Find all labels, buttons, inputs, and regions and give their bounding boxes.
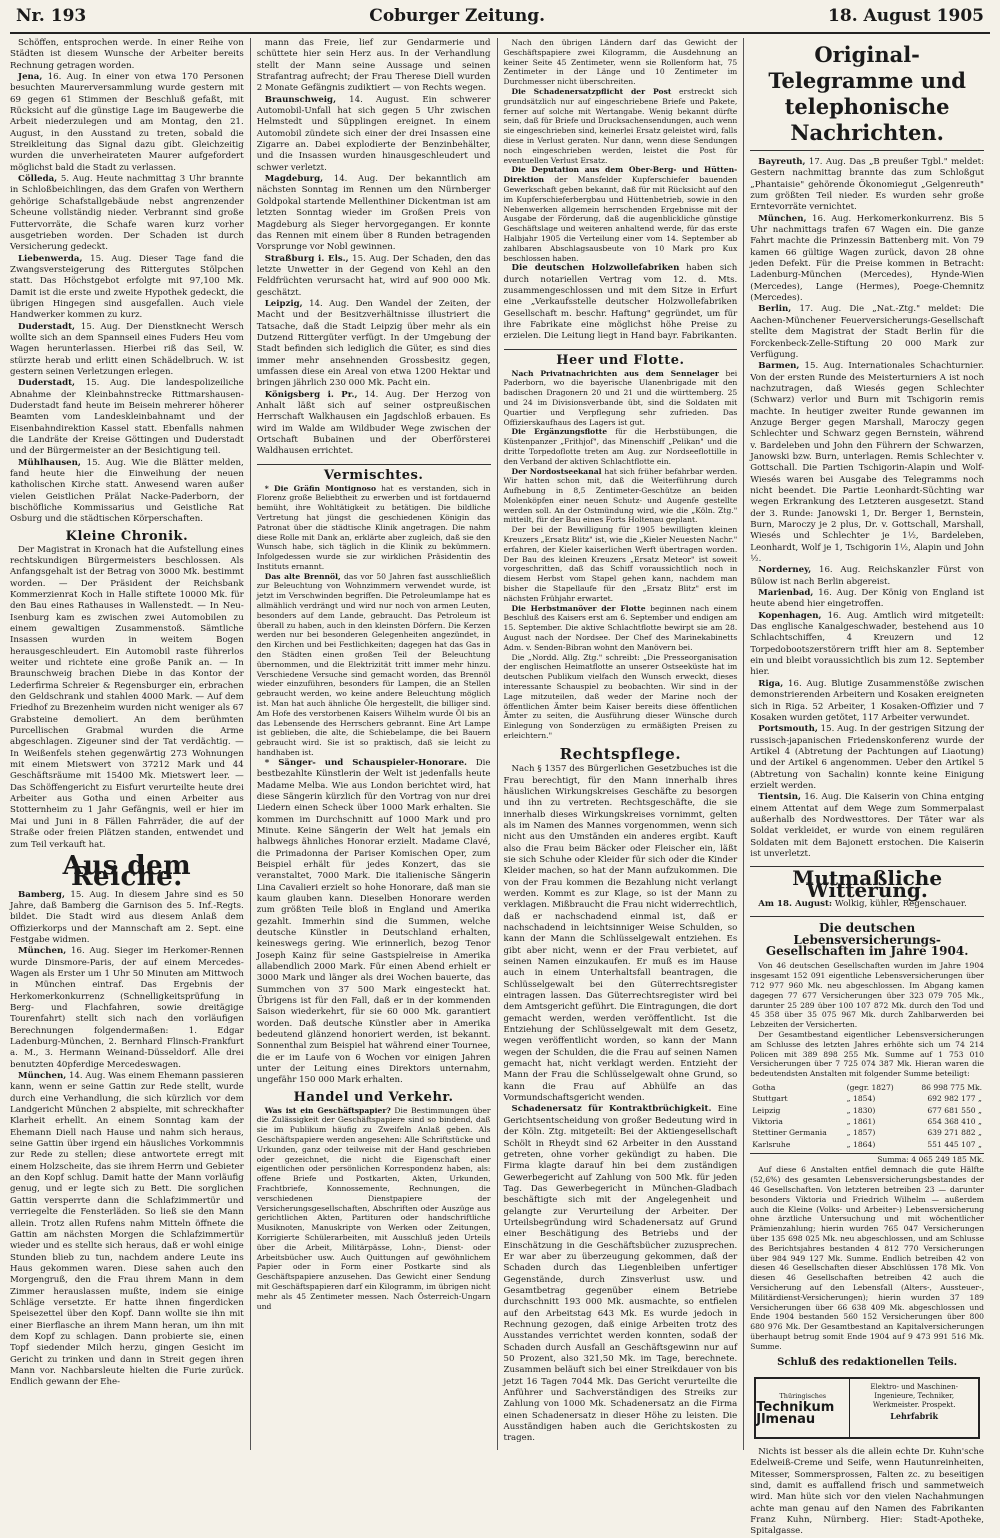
article-lead: * Sänger- und Schauspieler-Honorare.	[264, 757, 468, 768]
insured-amount: 677 681 550 „	[927, 1105, 982, 1115]
article-text: 15. Aug. Die landespolizeiliche Abnahme der Kleinbahnstrecke Rittmarshausen-Duderstadt fand heute im Beisein mehrerer höherer Beamten vom Landeskleinbahnamt und der Eisenbahndirektion Kassel statt. Ebenfalls nahmen die Landräte der Kreise Göttingen und Duderstadt und der Bürgermeister an der Besichtigung teil.	[10, 378, 244, 457]
insurance-table-row	[750, 1082, 984, 1093]
insurance-sum: Summa: 4 065 249 185 Mk.	[750, 1153, 984, 1165]
article-paragraph	[10, 458, 244, 526]
divider	[504, 349, 738, 350]
article-paragraph	[257, 299, 491, 390]
article-text: 16. Aug. Reichskanzler Fürst von Bülow ist nach Berlin abgereist.	[750, 565, 985, 587]
article-text: 15. Aug. In der gestrigen Sitzung der russisch-japanischen Friedenskonferenz wurde der Artikel 4 (Abtretung der Pachtungen auf Liaotung) und der Artikel 6 angenommen. Ueber den Artikel 5 (Abtretung von Sachalin) konnte keine Einigung erzielt werden.	[750, 724, 984, 791]
ad-lines: Elektro- und Maschinen-Ingenieure, Techniker, Werkmeister. Prospekt.	[870, 1382, 958, 1409]
dateline-place: Braunschweig,	[264, 94, 337, 105]
company-name: Gotha	[752, 1082, 776, 1092]
article-text: haben sich durch notariellen Vertrag vom 12. d. Mts. zusammengeschlossen und mit dem Sitze in Erfurt eine „Verkaufsstelle deutscher Holzwollefabriken Gesellschaft m. beschr. Haftung" gegründet, um für ihre Fabrikate eine möglichst höhe Preise zu erzielen. Die Leitung liegt in Hand bayr. Fabrikanten.	[503, 263, 738, 342]
article-text: 15. Aug. In diesem Jahre sind es 50 Jahre, daß Bamberg die Garnison des 5. Inf.-Regts. bildet. Die Stadt wird aus diesem Anlaß dem Offizierkorps und der Mannschaft am 2. Sept. eine Festgabe widmen.	[10, 889, 244, 945]
insured-amount: 551 445 107 „	[927, 1139, 982, 1149]
dateline-place: Berlin,	[758, 304, 792, 315]
issue-date: 18. August 1905	[828, 6, 984, 26]
article-paragraph	[504, 165, 738, 263]
article-text: 14. Aug. Den Wandel der Zeiten, der Macht und der Besitzverhältnisse illustriert die Tatsache, daß die Stadt Leipzig über mehr als ein Dutzend Rittergüter verfügt. In der Umgebung der Stadt befinden sich lediglich die Güter, es sind dies immer mehr ansehnenden Grossbesitz gegen, umfassen diese ein Areal von etwa 1200 Hektar und bringen jährlich 230 000 Mk. Pacht ein.	[256, 298, 491, 389]
insurance-table-row	[750, 1116, 984, 1127]
article-lead: Die Herbstmanöver der Flotte	[511, 603, 646, 613]
telegram-paragraph	[750, 565, 984, 588]
article-paragraph	[10, 322, 244, 379]
article-paragraph	[504, 369, 738, 428]
article-text: 16. Aug. Blutige Zusammenstöße zwischen demonstrierenden Arbeitern und Kosaken ereigneten sich in Riga. 52 Arbeiter, 1 Kosaken-Offizier und 7 Kosaken wurden getötet, 117 Arbeiter verwundet.	[750, 678, 984, 723]
dateline-place: Norderney,	[758, 565, 812, 576]
article-lead: Was ist ein Geschäftspapier?	[264, 1105, 391, 1115]
article-lead: * Die Gräfin Montignoso	[264, 483, 377, 493]
dateline-place: Riga,	[758, 678, 784, 689]
article-text: das vor 50 Jahren fast ausschließlich zur Beleuchtung von Wohnzimmern verwendet wurde, ist jetzt im Verschwinden begriffen. Die Petroleumlampe hat es allmählich verdrängt und wird nur noch von armen Leuten, besonders auf dem Lande, gebraucht. Das Petroleum ist überall zu haben, auch in den kleinsten Dörfern. Die Kerzen werden nur bei besonderen Gelegenheiten angezündet, in den Kirchen und bei Festlichkeiten; dagegen hat das Gas in den Städten einen großen Teil der Beleuchtung übernommen, und die Elektrizität tritt immer mehr hinzu. Verschiedene Versuche sind gemacht worden, das Brennöl wieder einzuführen, besonders für Lampen, die an Stellen gebraucht werden, wo keine andere Beleuchtung möglich ist. Man hat auch ähnliche Öle hergestellt, die billiger sind. Am Hofe des verstorbenen Kaisers Wilhelm wurde Öl bis an das Lebensende des Herrschers gebrannt. Eine Art Lampe ist geblieben, die alte, die Schiebelampe, die bei Bauern gebraucht wird. Sie ist so praktisch, daß sie leicht zu handhaben ist.	[256, 571, 491, 758]
company-name: Viktoria	[752, 1116, 783, 1126]
article-text: Die Bestimmungen über die Zulässigkeit der Geschäftspapiere sind so bindend, daß sie im Publikum häufig zu Zweifeln Anlaß geben. Als Geschäftspapiere werden angesehen: Alle Schriftstücke und Urkunden, ganz oder teilweise mit der Hand geschrieben oder gezeichnet, die nicht die Eigenschaft einer eigentlichen oder persönlichen Korrespondenz haben, als: offene Briefe und Postkarten, Akten, Urkunden, Frachtbriefe, Konnossemente, Rechnungen, die verschiedenen Dienstpapiere der Versicherungsgesellschaften, Abschriften oder Auszüge aus gerichtlichen Akten, Partituren oder handschriftliche Musiknoten, Manuskripte von Werken oder Zeitungen, Korrigierte Schülerarbeiten, mit Ausschluß jeden Urteils über die Arbeit, Militärpässe, Lohn-, Dienst- oder Arbeitsbücher usw. Auch Quittungen auf gewöhnlichem Papier oder in Form einer Postkarte sind als Geschäftspapiere anzusehen. Das Gewicht einer Sendung mit Geschäftspapieren darf ein Kilogramm, im übrigen nicht mehr als 45 Zentimeter messen. Nach Österreich-Ungarn und	[256, 1105, 491, 1311]
article-paragraph	[504, 263, 738, 342]
telegram-paragraph	[750, 679, 984, 724]
article-paragraph	[257, 174, 491, 253]
article-text: 16. Aug. In einer von etwa 170 Personen besuchten Maurerversammlung wurde gestern mit 69 gegen 61 Stimmen der Beschluß gefaßt, mit Rücksicht auf die günstige Lage im Baugewerbe die Arbeit niederzulegen und am Montag, den 21. August, in den Ausstand zu treten, sobald die Streikleitung das Signal dazu gibt. Gleichzeitig wurden die unverheirateten Maurer aufgefordert möglichst bald die Stadt zu verlassen.	[10, 72, 244, 173]
article-text: hat sich früher befahrbar werden. Wir hatten schon mit, daß die Weiterführung durch Aufhebung in 8,5 Zentimeter-Geschütze an beiden Molenköpfen einer neuen Schutz- und Augenfe gestellte werden soll. An der Ostmündung wird, wie die „Köln. Ztg." mitteilt, für der Bau eines Forts Holtenau geplant.	[503, 466, 738, 525]
dateline-place: Magdeburg,	[264, 174, 324, 185]
article-paragraph	[257, 572, 491, 758]
article-text: hat es verstanden, sich in Florenz große Beliebtheit zu erwerben und ist fortdauernd bemüht, ihre Wohltätigkeit zu betätigen. Die bildliche Vertretung hat jüngst die geschiedenen Königin das Patronat über die städtische Klinik angetragen. Die nahm diese Rolle mit Dank an, erklärte aber zugleich, daß sie den Wunsch habe, sich täglich in die Klinik zu bekümmern. Infolgedessen wurde sie zur wirklichen Präsidentin des Instituts ernannt.	[256, 483, 491, 571]
article-paragraph	[257, 390, 491, 458]
advertisement-text: Nichts ist besser als die allein echte Dr. Kuhn'sche Edelweiß-Creme und Seife, wenn Hautunreinheiten, Mitesser, Sommersprossen, Falten zc. zu beseitigen sind, damit es auffallend frisch und sammetweich wird. Man hüte sich vor den vielen Nachahmungen achte man genau auf den Namen des Fabrikanten Franz Kuhn, Nürnberg. Hier: Stadt-Apotheke, Spitalgasse.	[750, 1446, 984, 1537]
article-text: Die bestbezahlte Künstlerin der Welt ist jedenfalls heute Madame Melba. Wie aus London berichtet wird, hat diese Sängerin kürzlich für den Vortrag von nur drei Liedern einen Scheck über 1000 Mark erhalten. Sie kommen im Durchschnitt auf 1000 Mark und pro Minute. Keine Sängerin der Welt hat jemals ein halbwegs ähnliches Honorar erzielt. Madame Clavé, die Primadonna der Pariser Komischen Oper, zum Beispiel erhält für jedes Konzert, das sie veranstaltet, 7000 Mark. Die italienische Sängerin Lina Cavalieri erzielt so hohe Honorare, daß man sie kaum glauben kann. Dieselben Honorare werden zum größten Teile bloß in England und Amerika gezahlt. Immerhin sind die Summen, welche deutsche Künstler in Deutschland erhalten, keineswegs gering. Wie erinnerlich, bezog Tenor Joseph Kainz für seine Gastspielreise in Amerika allabendlich 2000 Mark. Für einen Abend erhielt er 3000 Mark und länger als drei Wochen bauerte, das Summchen von 37 500 Mark eingesteckt hat. Übrigens ist für den Fall, daß er in der kommenden Saison wiederkehrt, für sie 60 000 Mk. garantiert worden. Daß deutsche Künstler aber in Amerika bedeutend glänzend honoriert werden, ist bekannt. Sonnenthal zum Beispiel hat während einer Tournee, die er im Laufe von 6 Wochen vor einigen Jahren unter der Leitung eines Direktors unternahm, ungefähr 150 000 Mark erhalten.	[256, 757, 491, 1086]
article-paragraph	[504, 604, 738, 653]
article-text: 15. Aug. Der Schaden, den das letzte Unwetter in der Gegend von Kehl an den Feldfrüchten verursacht hat, wird auf 900 000 Mk. geschätzt.	[256, 253, 491, 298]
article-paragraph	[10, 174, 244, 253]
dateline-place: Duderstadt,	[18, 321, 76, 332]
section-heading-handel: Handel und Verkehr.	[293, 1089, 454, 1105]
dateline-place: Bayreuth,	[758, 157, 806, 167]
dateline-place: Straßburg i. Els.,	[264, 253, 349, 264]
divider	[750, 916, 984, 917]
article-text: Auf diese 6 Anstalten entfiel demnach die gute Hälfte (52,6%) des gesamten Lebensversicherungsbestandes der 46 Gesellschaften. Von letzteren betreiben 23 — darunter besonders Viktoria und Friedrich Wilhelm — außerdem auch die Kleine (Volks- und Arbeiter-) Lebensversicherung ohne ärztliche Untersuchung und mit wöchentlicher Prämienzahlung; hierin wurden 765 047 Versicherungen über 135 698 025 Mk. neu abgeschlossen, und am Schlusse des Berichtsjahres bestanden 4 812 770 Versicherungen über 984 949 127 Mk. Summe. Endlich betreiben 42 von diesen 46 Gesellschaften dieser Abschlüssen 178 Mk. Von diesen 46 Gesellschaften betreiben 42 auch die Versicherung auf den Lebensfall (Alters-, Aussteuer-, Militärdienst-Versicherungen); hierin wurden 37 189 Versicherungen über 66 638 409 Mk. abgeschlossen und Ende 1904 bestanden 560 152 Versicherungen über 800 680 976 Mk. Der Gesamtbestand an Kapitalversicherungen überhaupt betrug somit Ende 1904 auf 9 473 991 516 Mk. Summe.	[750, 1165, 984, 1351]
section-heading-kleine-chronik: Kleine Chronik.	[65, 528, 189, 544]
article-paragraph	[10, 254, 244, 322]
article-paragraph	[10, 946, 244, 1071]
section-heading-aus-dem-reiche: Aus dem Reiche.	[62, 850, 192, 893]
article-text: Schöffen, entsprochen werde. In einer Reihe von Städten ist diesem Wunsche der Arbeiter bereits Rechnung getragen worden.	[10, 38, 244, 71]
issue-number: Nr. 193	[16, 6, 87, 26]
dateline-place: Duderstadt,	[18, 378, 76, 389]
article-text: 14. Aug. Der Herzog von Anhalt läßt sich auf seiner ostpreußischen Herrschaft Walkhausen ein Jagdschloß erbauen. Es wird im Walde am Wildbuder Wege zwischen der Ortschaft Bubainen und der Oberförsterei Waldhausen errichtet.	[256, 389, 491, 457]
section-heading-heer-und-flotte: Heer und Flotte.	[556, 352, 685, 368]
telegram-paragraph	[750, 157, 984, 214]
technikum-advertisement	[754, 1377, 980, 1439]
article-text: Der Gesamtbestand eigentlicher Lebensversicherungen am Schlusse des letzten Jahres erhöhte sich um 74 214 Policen mit 389 898 255 Mk. Summe auf 1 753 010 Versicherungen über 7 725 074 387 Mk. Hieran waren die bedeutendsten Anstalten mit folgender Summe beteiligt:	[750, 1029, 984, 1079]
article-lead: Die Schadenersatzpflicht der Post	[511, 86, 672, 96]
article-lead: Schadenersatz für Kontraktbrüchigkeit.	[511, 1104, 712, 1115]
insurance-table-row	[750, 1139, 984, 1150]
insurance-table-row	[750, 1093, 984, 1104]
telegram-paragraph	[750, 611, 984, 679]
article-text: Der bei der Bewilligung für 1905 bewilligten kleinen Kreuzers „Ersatz Blitz" ist, wie die „Kieler Neuesten Nachr." erfahren, der Kieler kaiserlichen Werft übertragen worden. Der Bau des kleinen Kreuzers „Ersatz Meteor" ist soweit vorgeschritten, daß das Schiff voraussichtlich noch in diesem Herbst vom Stapel gehen kann, nachdem man bisher die Stapellaufe für den „Ersatz Blitz" erst im nächsten Frühjahr erwartet.	[503, 525, 738, 603]
article-text: Die „Nordd. Allg. Ztg." schreibt: „Die Presseorganisation der englischen Heimatflotte an unserer Ostseeküste hat im deutschen Publikum vielfach den Wunsch erweckt, dieses interessante Schauspiel zu beobachten. Wir sind in der Lage mitzuteilen, daß weder der Marine noch der öffentlichen Ämter beim Kaiser bereits diese öffentlichen Ämter zu seiten, die Ausführung dieser Wünsche durch Einlegung von Sonderzügen zu ermäßigten Preisen zu erleichtern."	[503, 652, 738, 741]
article-paragraph	[504, 87, 738, 165]
dateline-place: München,	[18, 946, 67, 957]
article-text: 14. August. Ein schwerer Automobil-Unfall hat sich gegen 5 Uhr zwischen Helmstedt und Süpplingen ereignet. In einem Automobil zündete sich einer der drei Insassen eine Zigarre an. Dabei explodierte der Benzinbehälter, und die Insassen wurden hinausgeschleudert und schwer verletzt.	[256, 94, 491, 173]
telegram-paragraph	[750, 724, 984, 792]
masthead	[10, 6, 990, 34]
divider	[257, 464, 491, 465]
dateline-place: München,	[18, 1071, 67, 1082]
article-lead: Die deutschen Holzwollefabriken	[511, 263, 680, 274]
insurance-table-row	[750, 1127, 984, 1138]
article-text: 17. Aug. Das „B preußer Tgbl." meldet: Gestern nachmittag brannte das zum Schloßgut „Phantaisie" gehörende Ökonomiegut „Gelgenreuth" zum größten Teil nieder. Es wurden sehr große Erntevorräte vernichtet.	[750, 157, 984, 213]
article-lead: Das alte Brennöl,	[264, 571, 341, 581]
ad-logo-block	[756, 1379, 850, 1437]
dateline-place: Königsberg i. Pr.,	[264, 389, 358, 400]
article-paragraph	[257, 758, 491, 1087]
article-text: 15. Aug. Internationales Schachturnier. Von der ersten Runde des Meisterturniers A ist noch nachzutragen, daß Wiesés gegen Schlechter (Schwarz) verlor und Burn mit Tschigorin remis machte. In heutiger zweiter Runde gewannen im Anzuge Berger gegen Marshall, Maroczy gegen Schlechter und Schwarz gegen Bernstein, während v. Bardeleben und John den Führern der Schwarzen, Janowski bzw. Burn, unterlagen. Remis Schlechter v. Gottschall. Die Partien Tschigorin-Alapin und Wolf-Wiesés waren bei Ausgabe des Telegramms noch nicht beendet. Die Partie Leonhardt-Süchting war wegen Erkrankung des Letzteren ausgesetzt. Stand der 3. Runde: Janowski 1, Dr. Berger 1, Bernstein, Burn, Maroczy je 2 plus, Dr. v. Gottschall, Marshall, Wiesés und Schlechter je 1½, Bardeleben, Leonhardt, Wolf je 1, Tschigorin 1½, Alapin und John ½.	[750, 361, 984, 565]
founding-year: (gegr. 1827)	[846, 1082, 894, 1092]
dateline-place: Cölleda,	[18, 174, 58, 185]
dateline-place: Jena,	[18, 72, 43, 83]
article-text: 16. Aug. Der König von England ist heute abend hier eingetroffen.	[750, 588, 985, 610]
company-name: Leipzig	[752, 1105, 781, 1115]
dateline-place: Leipzig,	[264, 298, 303, 309]
founding-year: „ 1857)	[846, 1128, 876, 1138]
section-heading-vermischtes: Vermischtes.	[323, 467, 424, 483]
ad-footer: Lehrfabrik	[890, 1410, 939, 1421]
article-text: beginnen nach einem Beschluß des Kaisers erst am 6. September und endigen am 15. September. Die aktive Schlachtflotte bewirpt sie am 28. August nach der Nordsee. Der Chef des Marinekabinetts Adm. v. Senden-Bibran wohnt den Manövern bei.	[503, 603, 738, 652]
insured-amount: 654 368 410 „	[927, 1116, 982, 1126]
article-paragraph	[257, 1106, 491, 1312]
article-lead: Die Ergänzungsflotte	[511, 427, 608, 437]
column-1	[10, 38, 251, 1450]
founding-year: „ 1830)	[846, 1105, 876, 1115]
article-paragraph	[10, 890, 244, 947]
column-2	[257, 38, 498, 1450]
telegram-paragraph	[750, 792, 984, 860]
founding-year: „ 1854)	[846, 1094, 876, 1104]
article-paragraph	[257, 95, 491, 174]
telegram-paragraph	[750, 361, 984, 565]
telegram-section-heading: Original-Telegramme und telephonische Nachrichten.	[750, 42, 984, 151]
article-lead: Die Deputation aus dem Ober-Berg- und Hütten-Direktion	[503, 165, 738, 185]
insurance-heading: Die deutschen Lebensversicherungs-Gesellschaften im Jahre 1904.	[765, 921, 969, 959]
article-text: 16. Aug. Sieger im Herkomer-Rennen wurde Dinsmore-Paris, der auf einem Mercedes-Wagen als Erster um 1 Uhr 50 Minuten am Mittwoch in München eintraf. Das Ergebnis der Herkomerkonkurrenz (Schnelligkeitsprüfung in Berg- und Flachfahren, sowie dreitägige Tourenfahrt) stellt sich nach den vorläufigen Berechnungen folgendermaßen: 1. Edgar Ladenburg-München, 2. Bernhard Flinsch-Frankfurt a. M., 3. Hermann Weinand-Düsseldorf. Alle drei benutzten 40pferdige Mercedeswagen.	[10, 946, 244, 1070]
dateline-place: Liebenwerda,	[18, 253, 83, 264]
article-text: mann das Freie, lief zur Gendarmerie und schüttete hier sein Herz aus. In der Verhandlung stellt der Mann seine Aussage und seinen Strafantrag aufrecht; der Frau Therese Diell wurden 2 Monate Gefängnis zudiktiert — von Rechts wegen.	[256, 38, 491, 94]
ad-name: Technikum Jlmenau	[756, 1400, 835, 1427]
article-text: 16. Aug. Amtlich wird mitgeteilt: Das englische Kanalgeschwader, bestehend aus 10 Schlachtschiffen, 4 Kreuzern und 12 Torpedobootszerstörern trifft hier am 8. September ein und bleibt voraussichtlich bis zum 12. September hier.	[750, 610, 984, 678]
article-paragraph	[504, 1104, 738, 1444]
insurance-table	[750, 1082, 984, 1150]
article-paragraph	[10, 1071, 244, 1389]
founding-year: „ 1861)	[846, 1116, 876, 1126]
section-heading-rechtspflege: Rechtspflege.	[559, 744, 682, 763]
weather-text: Wolkig, kühler, Regenschauer.	[834, 899, 967, 909]
article-text: 5. Aug. Heute nachmittag 3 Uhr brannte in Schloßbeichlingen, das dem Grafen von Werthern gehörige Schafstallgebäude nebst angrenzender Scheune vollständig nieder. Verbrannt sind große Futtervorräte, die Schafe waren kurz vorher ausgetrieben worden. Der Schaden ist durch Versicherung gedeckt.	[10, 174, 244, 253]
column-3	[504, 38, 745, 1450]
article-paragraph	[504, 427, 738, 466]
article-paragraph	[10, 378, 244, 457]
article-text: Nach § 1357 des Bürgerlichen Gesetzbuches ist die Frau berechtigt, für den Mann innerhalb ihres häuslichen Wirkungskreises Geschäfte zu besorgen und ihn zu vertreten. Rechtsgeschäfte, die sie innerhalb dieses Wirkungskreises vornimmt, gelten als im Namen des Mannes vorgenommen, wenn sich nicht aus den Umständen ein anderes ergibt. Kauft also die Frau beim Bäcker oder Fleischer ein, läßt sie sich Schuhe oder Kleider für sich oder die Kinder Kleider machen, so hat der Mann aufzukommen. Die von der Frau kommen die Bezahlung nicht verlangt werden. Kommt es zur Klage, so ist der Mann zu verklagen. Mißbraucht die Frau nicht widerrechtlich, daß er nachschadend einmal ist, daß er nachschadend in leichtsinniger Weise Schulden, so kann der Mann die Schlüsselgewalt entziehen. Es gibt aber nicht, wenn er der Frau verbietet, auf seinen Namen einzukaufen. Er muß es im Hause auch in einem Unterhaltsfall beantragen, die Schlüsselgewalt bei den Güterrechtsregister eintragen lassen. Das Güterrechtsregister wird bei dem Amtsgericht geführt. Die Eintragungen, die dort gemacht werden, werden veröffentlicht. Ist die Entziehung der Schlüsselgewalt mit dem Gesetz, wegen veröffentlicht worden, so kann der Mann wegen der Schulden, die die Frau auf seinen Namen gemacht hat, nicht verklagt werden. Entzieht der Mann der Frau die Schlüsselgewalt ohne Grund, so kann die Frau auf Abhülfe an das Vormundschaftsgericht wenden.	[503, 764, 738, 1104]
article-text: 16. Aug. Herkomerkonkurrenz. Bis 5 Uhr nachmittags trafen 67 Wagen ein. Die ganze Fahrt machte die Prinzessin Battenberg mit. Von 79 kamen 66 gültige Wagen zurück, davon 28 ohne jeden Defekt. Für die Preise kommen in Betracht: Ladenburg-München (Mercedes), Hynde-Wien (Mercedes), Lange (Hermes), Poege-Chemnitz (Mercedes).	[750, 213, 984, 304]
insured-amount: 639 271 882 „	[927, 1128, 982, 1138]
founding-year: „ 1864)	[846, 1139, 876, 1149]
newspaper-title: Coburger Zeitung.	[369, 6, 546, 26]
insured-amount: 692 982 177 „	[927, 1094, 982, 1104]
dateline-place: München,	[758, 213, 807, 224]
article-text: Der Magistrat in Kronach hat die Aufstellung eines rechtskundigen Bürgermeisters beschlossen. Als Anfangsgehalt ist der Betrag von 3000 Mk. bestimmt worden. — Der Präsident der Reichsbank Kommerzienrat Koch in Halle stiftete 10000 Mk. für den Bau eines Rathauses in Wallenstedt. — In Neu-Isenburg kam es zwischen zwei Automobilen zu einem gewaltigen Zusammenstoß. Sämtliche Insassen wurden in weitem Bogen herausgeschleudert. Ein Automobil raste führerlos weiter und richtete eine große Panik an. — In Braunschweig brachen Diebe in das Kontor der Lederfirma Schreier & Regensburger ein, erbrachen den Geldschrank und stahlen 4000 Mark. — Auf dem Friedhof zu Brezenheim wurden nicht weniger als 67 Grabsteine demoliert. An dem berühmten Purcellischen Grabmal wurden die Arme abgeschlagen. Zigeuner sind der Tat verdächtig. — In Weißenfels stehen gegenwärtig 273 Wohnungen mit einem Mietswert von 37212 Mark und 44 Geschäftsräume mit 15400 Mk. Mietswert leer. — Das Schöffengericht zu Eisfurt verurteilte heute drei Arbeiter aus Gotha und einen Arbeiter aus Stotternheim zu 1 Jahr Gefängnis, weil er hier im Mai und Juni in 8 Fällen Fahrräder, die auf der Straße oder freien Plätzen standen, entwendet und zum Teil verkauft hat.	[10, 544, 244, 850]
article-text: 16. Aug. Die Kaiserin von China entging einem Attentat auf dem Wege zum Sommerpalast außerhalb des Nordwesttores. Der Täter war als Soldat verkleidet, er wurde von einem regulären Soldaten mit dem Bajonett erstochen. Die Kaiserin ist unverletzt.	[750, 792, 984, 859]
dateline-place: Tientsin,	[758, 792, 801, 803]
article-paragraph	[10, 72, 244, 174]
column-4	[750, 38, 990, 1537]
article-text: für die Herbstübungen, die Küstenpanzer „Frithjof", das Minenschiff „Pelikan" und die dritte Torpedoflotte treten am Aug. zur Nordseeflottille in den Verband der aktiven Schlachtflotte ein.	[503, 427, 738, 466]
article-text: Von 46 deutschen Gesellschaften wurden im Jahre 1904 insgesamt 152 091 eigentliche Lebensversicherungen über 712 977 960 Mk. neu abgeschlossen. Im Abgang kamen dagegen 77 677 Versicherungen über 323 079 705 Mk., darunter 25 289 über 100 107 872 Mk. durch den Tod und 45 358 über 35 075 967 Mk. durch Zahlbarwerden bei Lebzeiten der Versicherten.	[750, 961, 984, 1030]
article-lead: Der Nordostseekanal	[511, 466, 602, 476]
weather-heading: Mutmaßliche Witterung.	[792, 866, 943, 902]
article-paragraph	[257, 484, 491, 572]
article-text: 15. Aug. Wie die Blätter melden, fand heute hier die Einweihung der neuen katholischen Kirche statt. Anwesend waren außer vielen Geistlichen Prälat Nacke-Paderborn, der bischöfliche Kommissarius und Geistliche Rat Osburg und die städtischen Körperschaften.	[10, 457, 244, 525]
dateline-place: Barmen,	[758, 361, 800, 372]
article-text: Nach den übrigen Ländern darf das Gewicht der Geschäftspapiere zwei Kilogramm, die Ausdehnung an keiner Seite 45 Zentimeter, wenn sie Rollenform hat, 75 Zentimeter in der Länge und 10 Zentimeter im Durchmesser nicht überschreiten.	[503, 38, 738, 87]
company-name: Stuttgart	[752, 1094, 788, 1104]
article-paragraph	[257, 254, 491, 299]
dateline-place: Bamberg,	[18, 889, 65, 900]
ad-tagline: Thüringisches	[779, 1391, 827, 1400]
article-text: Eine Gerichtsentscheidung von großer Bedeutung wird in der Köln. Ztg. mitgeteilt: Bei der Aktiengesellschaft Schölt in Rheydt sind 62 Arbeiter in den Ausstand getreten, ohne vorher gekündigt zu haben. Die Firma klagte darauf hin bei dem zuständigen Gewerbegericht auf Zahlung von 500 Mk. für jeden Tag. Das Gewerbegericht in München-Gladbach beschäftigte sich mit der Angelegenheit und gelangte zur Verurteilung der Arbeiter. Der Urteilsbegründung wird Schadenersatz auf Grund einer Beschätigung des Betriebs und der Einschätzung in die Geschäftsbücher zuzusprechen. Er war aber zu überzeugung gekommen, daß der Schaden durch das Liegenbleiben unfertiger Gegenstände, durch Zinsverlust usw. und Gesamtbetrag gegenüber einem Betriebe durchschnitt 193 000 Mk. ausmachte, so entfielen auf den Arbeitstag 643 Mk. Es wurde jedoch in Rechnung gezogen, daß einige Arbeiten trotz des Ausstandes verrichtet werden konnten, sodaß der Schaden durch Ausfall an Geschäftsgewinn nur auf 50 Prozent, also 321,50 Mk. im Tage, berechnete. Zusammen beläuft sich bei einer Streikdauer von bis jetzt 16 Tagen 7044 Mk. Das Gericht verurteilte die Anführer und Sachverständigen des Streiks zur Zahlung von 1000 Mk. Schadenersatz an die Firma einen Schadenersatz in dieser Höhe zu leisten. Die Ausständigen haben auch die Gerichtskosten zu tragen.	[503, 1104, 738, 1444]
dateline-place: Mühlhausen,	[18, 457, 81, 468]
article-text: der Mansfelder Kupferschiefer bauenden Gewerkschaft geben bekannt, daß für mit Rücksicht auf den im Kupferschieferbergbau und Hüttenbetrieb, sowie in den Nebenwerken allgemein herrschenden Ergebnisse mit der Ausgabe der Förderung, daß die augenblickliche günstige Geschäftslage und weiteren anhaltend werde, für das erste Halbjahr 1905 die Verteilung einer vom 14. September ab zahlbaren Abschlagsausbeute von 10 Mark pro Kux beschlossen haben.	[503, 175, 738, 263]
weather-date: Am 18. August:	[758, 899, 833, 909]
article-text: 17. Aug. Die „Nat.-Ztg." meldet: Die Aachen-Münchener Feuerversicherungs-Gesellschaft stellte dem Magistrat der Stadt Berlin für die Forckenbeck-Zelle-Stiftung 20 000 Mark zur Verfügung.	[750, 304, 984, 360]
company-name: Karlsruhe	[752, 1139, 791, 1149]
ad-details	[850, 1379, 978, 1437]
article-paragraph	[504, 467, 738, 526]
dateline-place: Portsmouth,	[758, 724, 818, 735]
article-text: 14. Aug. Der bekanntlich am nächsten Sonntag im Rennen um den Nürnberger Goldpokal startende Mellenthiner Dickentman ist am letzten Sonntag wieder im Großen Preis von Magdeburg als Sieger hervorgegangen. Er konnte das Rennen mit einem über 8 Runden betragenden Vorsprunge vor Nobl gewinnen.	[256, 174, 491, 253]
company-name: Stettiner Germania	[752, 1128, 827, 1138]
insurance-table-row	[750, 1105, 984, 1116]
article-text: 14. Aug. Was einem Ehemann passieren kann, wenn er seine Gattin zur Rede stellt, wurde durch eine Verhandlung, die sich kürzlich vor dem Landgericht München 2 abspielte, mit schreckhafter Klarheit erhellt. An einem Sonntag kam der Ehemann Diell nach Hause und nahm sich heraus, seine Gattin über irgend ein häusliches Vorkommnis zur Rede zu stellen; diese antwortete erregt mit einem Holzscheite, das sie ihrem Herrn und Gebieter an den Kopf schlug. Damit hatte der Mann vorläufig genug, und er legte sich zu Bett. Die sorglichen Gattin versperrte dann die Schlafzimmertür und verriegelte die Fensterläden. So ließ sie den Mann allein. Trotz allen Rufens nahm Mitteln öffnete die Gattin am nächsten Morgen die Schlafzimmertür wieder und es stellte sich heraus, daß er wohl einige Stunden blieb zu tun, nachdem andere Leute ins Haus gekommen waren. Diese sahen auch den Morgengruß, den die Frau ihrem Mann in dem Zimmer herauslassen mußte, indem sie einige Schläge versetzte. Er hatte ihnen fingerdicken Speisezettel über den Kopf. Dann wollte sie ihn mit einer Bierflasche an ihrem Mann heran, um ihn mit dem Kopf zu schlagen. Dann probierte sie, einen Topf siedender Milch herzu, gingen Gesicht im Gericht zu trinken und dann in Streit gegen ihren Mann vor. Nachbarsleute hielten die Furie zurück. Endlich gewann der Ehe-	[10, 1071, 244, 1388]
article-text: erstreckt sich grundsätzlich nur auf eingeschriebene Briefe und Pakete, ferner auf solche mit Wertangabe. Wenig bekannt dürfte sein, daß für Briefe und Drucksachensendungen, auch wenn sie eingeschrieben sind, keinerlei Ersatz geleistet wird, falls diese in Verlust geraten. Nur dann, wenn diese Sendungen noch eingeschrieben werden, leistet die Post für eventuellen Verlust Ersatz.	[503, 86, 738, 165]
weather-forecast	[750, 899, 984, 910]
editorial-end-notice: Schluß des redaktionellen Teils.	[777, 1357, 958, 1369]
article-text: 15. Aug. Der Dienstknecht Wersch wollte sich an dem Spannseil eines Fuders Heu vom Wagen herunterlassen. Hierbei riß das Seil, W. stürzte herab und erlitt einen Schädelbruch. W. ist gestern seinen Verletzungen erlegen.	[10, 321, 244, 377]
article-text: bei Paderborn, wo die bayerische Ulanenbrigade mit den badischen Dragonern 20 und 21 und die württemberg. 25 und 24 im Divisionsverbande übt, sind die Soldaten mit Quartier und Verpflegung sehr zufrieden. Das Offizierskaufhaus des Lagers ist gut.	[503, 368, 738, 427]
telegram-paragraph	[750, 304, 984, 361]
article-lead: Nach Privatnachrichten aus dem Sennelager	[511, 368, 719, 378]
telegram-paragraph	[750, 214, 984, 305]
telegram-paragraph	[750, 588, 984, 611]
dateline-place: Kopenhagen,	[758, 610, 822, 621]
insured-amount: 86 998 775 Mk.	[921, 1082, 982, 1092]
article-text: 15. Aug. Dieser Tage fand die Zwangsversteigerung des Rittergutes Stölpchen statt. Das Höchstgebot erfolgte mit 97,100 Mk. Damit ist die erste und zweite Hypothek gedeckt, die übrigen Hingegen sind ausgefallen. Auch viele Handwerker kommen zu kurz.	[10, 253, 244, 321]
dateline-place: Marienbad,	[758, 588, 814, 599]
